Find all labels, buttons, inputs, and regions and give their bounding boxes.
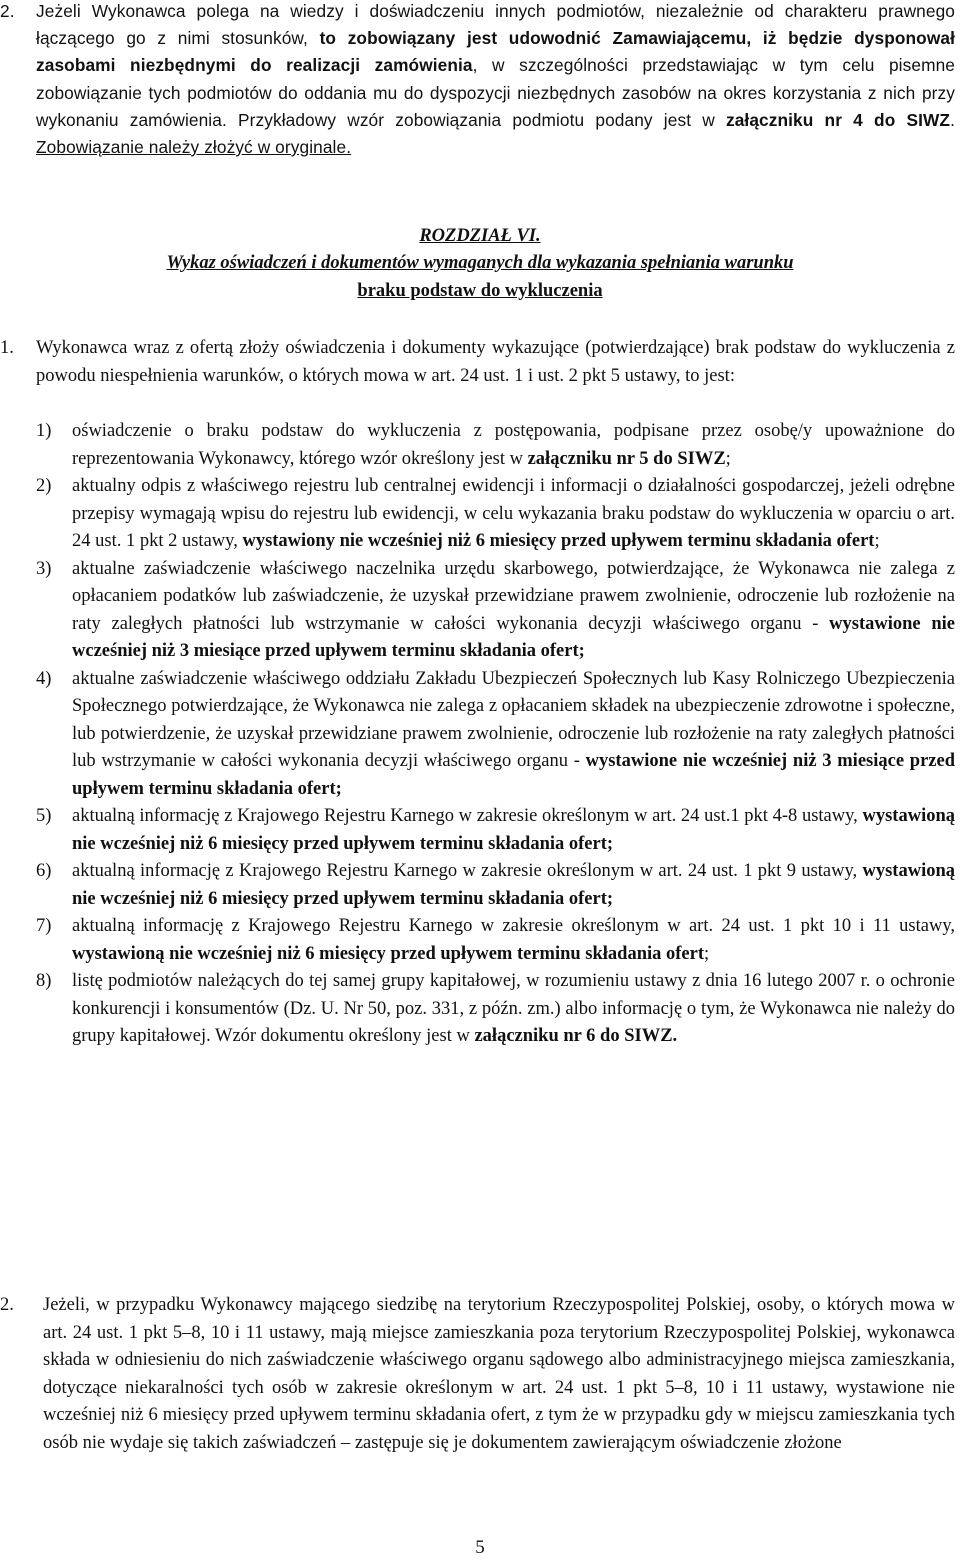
requirement-text: aktualne zaświadczenie właściwego oddziału Zakładu Ubezpieczeń Społecznych lub Kasy Rolniczego Ubezpieczenia Społecznego potwierdzające, że Wykonawca nie zalega z opłacaniem składek na ubezpieczenie zdrowotne i społeczne, lub potwierdzenie, że uzyskał przewidziane prawem zwolnienie, odroczenie lub rozłożenie na raty zaległych płatności lub wstrzymanie w całości wykonania decyzji właściwego organu - wystawione nie wcześniej niż 3 miesiące przed upływem terminu składania ofert;	[72, 668, 955, 799]
section-2	[0, 1292, 955, 1457]
chapter-subtitle: Wykaz oświadczeń i dokumentów wymaganych dla wykazania spełniania warunku	[166, 253, 794, 273]
requirement-text: aktualną informację z Krajowego Rejestru Karnego w zakresie określonym w art. 24 ust. 1 pkt 10 i 11 ustawy, wystawioną nie wcześniej niż 6 miesięcy przed upływem terminu składania ofert;	[72, 916, 955, 964]
top-paragraph-number: 2.	[0, 1, 15, 21]
requirement-text: oświadczenie o braku podstaw do wykluczenia z postępowania, podpisane przez osobę/y upoważnione do reprezentowania Wykonawcy, którego wzór określony jest w załączniku nr 5 do SIWZ;	[72, 421, 955, 469]
attachment-4-ref: załączniku nr 4 do SIWZ	[725, 109, 951, 130]
requirement-number: 3)	[36, 558, 52, 579]
requirement-item	[36, 913, 955, 968]
requirement-item	[36, 968, 955, 1051]
requirement-item	[36, 473, 955, 556]
requirement-emphasis: wystawione nie wcześniej niż 3 miesiące przed upływem terminu składania ofert;	[72, 613, 955, 661]
requirement-item	[36, 418, 955, 473]
requirement-emphasis: wystawioną nie wcześniej niż 6 miesięcy przed upływem terminu składania ofert;	[72, 806, 955, 854]
requirement-item	[36, 858, 955, 913]
chapter-subtitle-2: braku podstaw do wykluczenia	[357, 281, 603, 301]
requirement-number: 2)	[36, 476, 52, 496]
requirement-emphasis: wystawioną nie wcześniej niż 6 miesięcy przed upływem terminu składania ofert;	[72, 861, 955, 909]
section-1-text: Wykonawca wraz z ofertą złoży oświadczenia i dokumenty wykazujące (potwierdzające) brak podstaw do wykluczenia z powodu niespełnienia warunków, o których mowa w art. 24 ust. 1 i ust. 2 pkt 5 ustawy, to jest:	[36, 338, 955, 386]
section-1-number: 1.	[0, 338, 14, 358]
section-2-number: 2.	[0, 1295, 14, 1315]
top-paragraph-bold: to zobowiązany jest udowodnić Zamawiającemu, iż będzie dysponował zasobami niezbędnymi do realizacji zamówienia	[36, 28, 955, 76]
requirement-number: 4)	[36, 668, 52, 689]
chapter-heading	[0, 224, 960, 304]
requirement-emphasis: wystawioną nie wcześniej niż 6 miesięcy przed upływem terminu składania ofert	[72, 943, 705, 964]
requirement-text: listę podmiotów należących do tej samej grupy kapitałowej, w rozumieniu ustawy z dnia 16 lutego 2007 r. o ochronie konkurencji i konsumentów (Dz. U. Nr 50, poz. 331, z późn. zm.) albo informację o tym, że Wykonawca nie należy do grupy kapitałowej. Wzór dokumentu określony jest w załączniku nr 6 do SIWZ.	[72, 971, 955, 1046]
page-number: 5	[475, 1537, 485, 1558]
requirement-number: 6)	[36, 861, 52, 881]
requirement-emphasis: załączniku nr 6 do SIWZ.	[474, 1026, 678, 1046]
requirement-emphasis: wystawione nie wcześniej niż 3 miesiące przed upływem terminu składania ofert;	[72, 751, 955, 799]
requirement-number: 7)	[36, 916, 52, 936]
requirement-number: 1)	[36, 421, 52, 441]
requirement-text: aktualną informację z Krajowego Rejestru Karnego w zakresie określonym w art. 24 ust.1 pkt 4-8 ustawy, wystawioną nie wcześniej niż 6 miesięcy przed upływem terminu składania ofert;	[72, 806, 955, 854]
requirement-emphasis: załączniku nr 5 do SIWZ	[527, 448, 726, 469]
original-note: Zobowiązanie należy złożyć w oryginale.	[36, 137, 352, 158]
requirements-list	[36, 418, 955, 1051]
section-2-text: Jeżeli, w przypadku Wykonawcy mającego siedzibę na terytorium Rzeczypospolitej Polskiej, osoby, o których mowa w art. 24 ust. 1 pkt 5–8, 10 i 11 ustawy, mają miejsce zamieszkania poza terytorium Rzeczypospolitej Polskiej, wykonawca składa w odniesieniu do nich zaświadczenie właściwego organu sądowego albo administracyjnego miejsca zamieszkania, dotyczące niekaralności tych osób w zakresie określonym w art. 24 ust. 1 pkt 5–8, 10 i 11 ustawy, wystawione nie wcześniej niż 6 miesięcy przed upływem terminu składania ofert, z tym że w przypadku gdy w miejscu zamieszkania tych osób nie wydaje się takich zaświadczeń – zastępuje się je dokumentem zawierającym oświadczenie złożone	[43, 1295, 955, 1453]
top-paragraph-text: Jeżeli Wykonawca polega na wiedzy i doświadczeniu innych podmiotów, niezależnie od charakteru prawnego łączącego go z nimi stosunków, to zobowiązany jest udowodnić Zamawiającemu, iż będzie dysponował zasobami niezbędnymi do realizacji zamówienia, w szczególności przedstawiając w tym celu pisemne zobowiązanie tych podmiotów do oddania mu do dyspozycji niezbędnych zasobów na okres korzystania z nich przy wykonaniu zamówienia. Przykładowy wzór zobowiązania podmiotu podany jest w załączniku nr 4 do SIWZ. Zobowiązanie należy złożyć w oryginale.	[36, 1, 955, 158]
requirement-text: aktualny odpis z właściwego rejestru lub centralnej ewidencji i informacji o działalności gospodarczej, jeżeli odrębne przepisy wymagają wpisu do rejestru lub ewidencji, w celu wykazania braku podstaw do wykluczenia w oparciu o art. 24 ust. 1 pkt 2 ustawy, wystawiony nie wcześniej niż 6 miesięcy przed upływem terminu składania ofert;	[72, 476, 955, 551]
requirement-item	[36, 556, 955, 666]
requirement-item	[36, 666, 955, 804]
chapter-title: ROZDZIAŁ VI.	[419, 226, 541, 246]
section-1	[0, 335, 955, 390]
requirement-number: 8)	[36, 971, 52, 991]
top-paragraph	[0, 0, 955, 161]
requirement-emphasis: wystawiony nie wcześniej niż 6 miesięcy przed upływem terminu składania ofert	[242, 531, 875, 551]
requirement-item	[36, 803, 955, 858]
requirement-text: aktualną informację z Krajowego Rejestru Karnego w zakresie określonym w art. 24 ust. 1 pkt 9 ustawy, wystawioną nie wcześniej niż 6 miesięcy przed upływem terminu składania ofert;	[72, 861, 955, 909]
requirement-text: aktualne zaświadczenie właściwego naczelnika urzędu skarbowego, potwierdzające, że Wykonawca nie zalega z opłacaniem podatków lub zaświadczenie, że uzyskał przewidziane prawem zwolnienie, odroczenie lub rozłożenie na raty zaległych płatności lub wstrzymanie w całości wykonania decyzji właściwego organu - wystawione nie wcześniej niż 3 miesiące przed upływem terminu składania ofert;	[72, 558, 955, 661]
requirement-number: 5)	[36, 806, 52, 826]
